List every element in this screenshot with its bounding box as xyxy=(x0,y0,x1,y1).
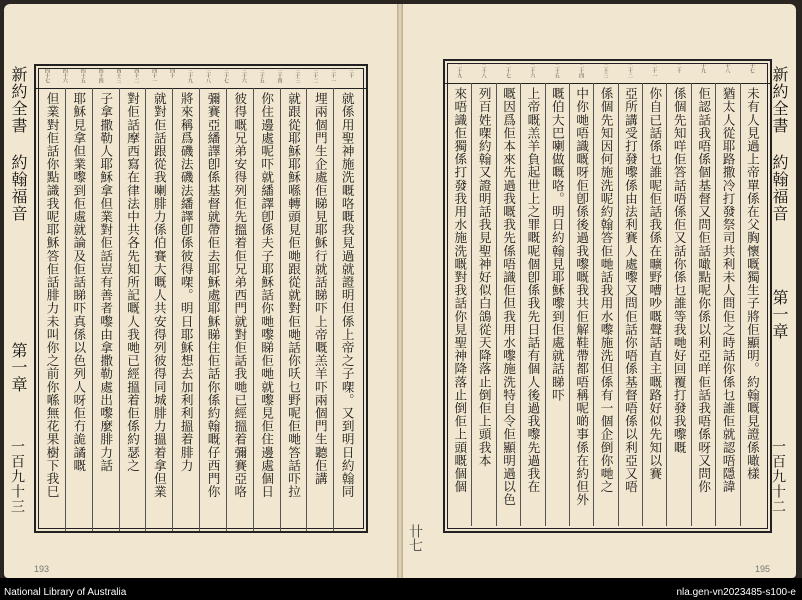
column-rule xyxy=(471,83,472,526)
column-rule xyxy=(666,83,667,526)
right-header-title: 新約全書 xyxy=(770,66,789,134)
column-rule xyxy=(691,83,692,526)
verse-number: 二十二 xyxy=(626,63,633,78)
left-page xyxy=(4,4,397,578)
verse-number: 四十一 xyxy=(151,68,158,83)
text-column: 但業對佢話你點識我呢耶穌答佢話腓力未叫你之前你喺無花果樹下我巳 xyxy=(44,92,60,499)
verse-number: 四十四 xyxy=(97,68,104,83)
verse-number: 三十七 xyxy=(222,68,229,83)
verse-number: 十七 xyxy=(748,63,755,73)
text-column: 將來稱爲磯法磯法繙譯卽係彼得㗎。明日耶穌想去加利利搵着腓力 xyxy=(178,92,194,472)
column-rule xyxy=(253,88,254,531)
gutter-mark: 卄七 xyxy=(407,524,423,552)
verse-number: 四十五 xyxy=(79,68,86,83)
verse-number: 三十二 xyxy=(312,68,319,83)
text-column: 來唔識佢獨係打發我用水施洗嘅對我話你見聖神降落止倒佢上頭嘅個個 xyxy=(452,87,468,494)
left-header-book: 約翰福音 xyxy=(9,154,28,222)
credit-left: National Library of Australia xyxy=(4,587,127,598)
right-header-book: 約翰福音 xyxy=(770,154,789,222)
verse-number: 十九 xyxy=(700,63,707,73)
verse-number: 三十九 xyxy=(187,68,194,83)
column-rule xyxy=(280,88,281,531)
verse-number: 四十二 xyxy=(133,68,140,83)
verse-number: 二十四 xyxy=(578,63,585,78)
verse-number: 三十五 xyxy=(258,68,265,83)
text-column: 上帝嘅羔羊負起世上之罪嘅呢個卽係我先日話有個人後過我嚟先過我在 xyxy=(525,87,541,494)
column-rule xyxy=(92,88,93,531)
verse-number: 二十八 xyxy=(480,63,487,78)
footer-bar xyxy=(0,578,802,600)
verse-number: 十八 xyxy=(724,63,731,73)
verse-number: 二十九 xyxy=(456,63,463,78)
column-rule xyxy=(496,83,497,526)
text-column: 佢認話我唔係個基督又問佢話噉點呢你係以利亞咩佢話我唔係呀又問你 xyxy=(696,87,712,494)
text-column: 係個先知咩佢答話唔係佢又話你係乜誰等我哋好回覆打發我嚟嘅 xyxy=(671,87,687,454)
text-column: 就係用聖神施洗嘅咯嘅我見過就證明但係上帝之子㗎。又到明日約翰同 xyxy=(339,92,355,499)
right-text-frame xyxy=(443,59,772,533)
column-rule xyxy=(520,83,521,526)
verse-number: 二十七 xyxy=(504,63,511,78)
text-column: 就跟從耶穌耶穌喺轉頭見佢哋跟從就對佢哋話你㕭乜野呢佢哋答話吓拉 xyxy=(286,92,301,499)
right-page xyxy=(403,4,796,578)
text-column: 埋兩個門生企處佢睇見耶穌行就話睇吓上帝嘅羔羊吓兩個門生聽佢講 xyxy=(312,92,328,485)
left-pencil-note: 193 xyxy=(34,564,50,574)
verse-number: 四十七 xyxy=(43,68,50,83)
text-column: 彌賽亞繙譯卽係基督就帶佢去耶穌處耶穌睇住佢話你係約翰嘅仔西門你 xyxy=(205,92,221,499)
verse-number: 三十一 xyxy=(330,68,337,83)
column-rule xyxy=(618,83,619,526)
text-column: 猶太人從耶路撒冷打發祭司共利未人問佢之時話你係乜誰佢就認唔隱諱 xyxy=(720,87,736,494)
verse-number: 三十八 xyxy=(204,68,211,83)
column-rule xyxy=(172,88,173,531)
text-column: 你自已話係乜誰呢佢話我係在曠野嘈吵嘅聲話直主嘅路好似先知以賽 xyxy=(647,87,663,480)
column-rule xyxy=(306,88,307,531)
column-rule xyxy=(740,83,741,526)
right-page-number: 一百九十二 xyxy=(770,439,786,514)
verse-number: 三十六 xyxy=(240,68,247,83)
left-page-number: 一百九十三 xyxy=(9,439,25,514)
text-column: 耶穌見拿但業嚟到佢處就論及佢話睇吓真係以色列人呀佢冇詭譎嘅 xyxy=(71,92,87,472)
verse-number: 二十五 xyxy=(553,63,560,78)
column-rule xyxy=(145,88,146,531)
verse-number: 四十六 xyxy=(61,68,68,83)
column-rule xyxy=(65,88,66,531)
verse-number: 三十 xyxy=(348,68,355,78)
right-header-chapter: 第一章 xyxy=(770,289,789,340)
verse-number: 二十一 xyxy=(651,63,658,78)
column-rule xyxy=(199,88,200,531)
text-column: 係個先知因何施洗呢約翰答佢哋話我用水嚟施洗但係有一個企倒你哋之 xyxy=(598,87,614,494)
column-rule xyxy=(715,83,716,526)
text-column: 對佢話摩西寫在律法中共各先知所記嘅人我哋已經搵着佢係約瑟之 xyxy=(125,92,140,472)
column-rule xyxy=(545,83,546,526)
column-rule xyxy=(119,88,120,531)
verse-number: 二十 xyxy=(675,63,682,73)
text-column: 未有人見過上帝單係在父胸懷嘅獨生子將佢顯明。約翰嘅見證係噉樣 xyxy=(744,87,760,480)
verse-number: 三十四 xyxy=(276,68,283,83)
right-pencil-note: 195 xyxy=(755,564,771,574)
left-text-frame xyxy=(34,64,368,533)
text-column: 就對佢話跟從我喇腓力係伯賽大嘅人共安得列彼得同城腓力搵着拿但業 xyxy=(151,92,167,499)
column-rule xyxy=(569,83,570,526)
verse-number: 二十六 xyxy=(529,63,536,78)
verse-number: 三十三 xyxy=(294,68,301,83)
text-column: 嘅因爲佢本來先過我嘅我先係唔識佢但我用水嚟施洗特自令佢顯明過以色 xyxy=(501,87,517,507)
column-rule xyxy=(226,88,227,531)
credit-right: nla.gen-vn2023485-s100-e xyxy=(676,587,796,598)
left-header-title: 新約全書 xyxy=(9,66,28,134)
column-rule xyxy=(333,88,334,531)
column-rule xyxy=(642,83,643,526)
text-column: 嘅伯大巴喇做嘅咯。明日約翰見耶穌嚟到佢處就話睇吓 xyxy=(549,87,565,402)
text-column: 子拿撒勒人耶穌拿但業對佢話豈有善者嚟由拿撒勒處出嚟麼腓力話 xyxy=(98,92,114,472)
text-column: 列百姓㗎約翰又證明話我見聖神好似白鴿從天降落止倒佢上頭我本 xyxy=(476,87,492,467)
verse-number: 四十三 xyxy=(115,68,122,83)
column-rule xyxy=(593,83,594,526)
verse-number: 四十 xyxy=(169,68,176,78)
text-column: 你住邊處呢吓就繙譯卽係夫子耶穌話你哋嚟睇佢哋就嚟見佢住邊處個日 xyxy=(259,92,275,499)
verse-number: 二十三 xyxy=(602,63,609,78)
text-column: 彼得嘅兄弟安得列佢先搵着佢兄弟西門就對佢話我哋已經搵着彌賽亞咯 xyxy=(232,92,248,499)
left-header-chapter: 第一章 xyxy=(9,342,28,393)
text-column: 亞所講受打發嚟係由法利賽人處嚟又問佢話你唔係基督唔係以利亞又唔 xyxy=(622,87,638,494)
text-column: 中你哋唔識嘅呀佢卽係後過我嚟嘅我共佢解鞋帶都唔稱呢啲事係在約但外 xyxy=(574,87,590,507)
